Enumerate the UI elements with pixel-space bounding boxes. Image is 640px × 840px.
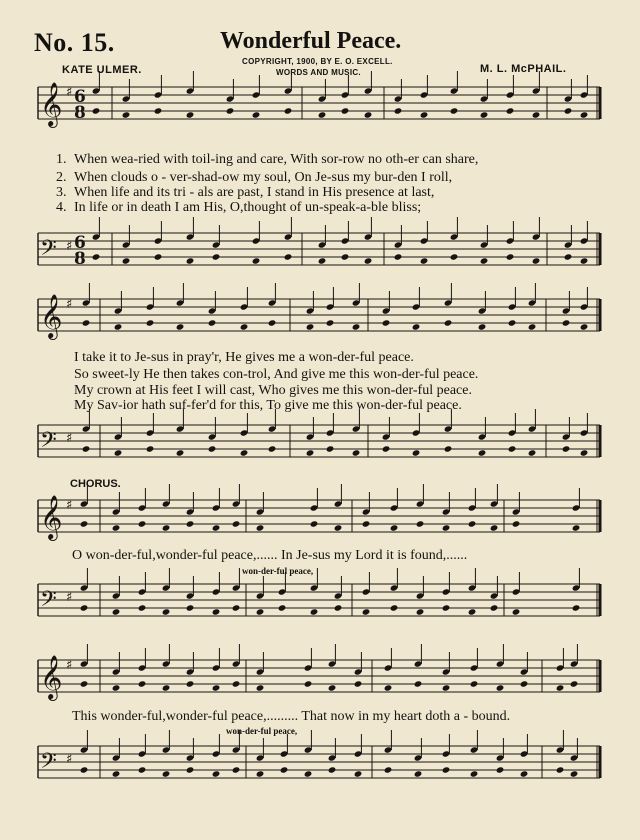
s2-bass-note-head [268,445,277,452]
s1-bass-note-head [252,257,261,264]
s1-treble-time-bottom: 8 [74,103,86,123]
s2-bass-clef: 𝄢 [40,428,57,458]
s1-treble-note-head [506,107,515,114]
s3-treble-note-head [468,520,477,527]
s1-treble-note-head [252,111,261,118]
s3-treble-note-head [138,520,147,527]
s4-bass-note-head [256,770,265,777]
s2-treble-note-head [176,323,185,330]
s4-bass-note-head [384,766,393,773]
s4-bass-clef: 𝄢 [40,749,57,779]
s4-treble-note-head [328,684,337,691]
s3-treble-key-signature: ♯ [66,498,73,513]
s3-bass-note-head [416,608,425,615]
s3-bass-note-head [442,604,451,611]
s3-bass-note-head [138,604,147,611]
s4-bass-note-head [520,770,529,777]
s1-treble-clef: 𝄞 [40,82,63,126]
verse-3-line-1: 3. When life and its tri - als are past, I stand in His presence at last, [56,185,435,200]
s2-treble-note-head [82,319,91,326]
s2-bass-note-head [580,449,589,456]
s1-bass-time-bottom: 8 [74,249,86,269]
s2-treble-note-head [562,319,571,326]
s4-treble-note-head [556,684,565,691]
s2-treble-note-head [306,323,315,330]
s3-treble-note-head [162,524,171,531]
s4-treble-note-head [496,684,505,691]
s1-treble-note-head [226,107,235,114]
s3-treble-note-head [310,520,319,527]
s3-treble-note-head [212,524,221,531]
s2-bass-note-head [444,445,453,452]
s3-bass-note-head [232,604,241,611]
s3-bass-note-head [362,608,371,615]
chorus-line-1: O won-der-ful,wonder-ful peace,...... In Je-sus my Lord it is found,...... [72,548,468,563]
s3-treble-note-head [334,524,343,531]
s3-treble-note-head [256,524,265,531]
s4-treble-key-signature: ♯ [66,658,73,673]
s4-bass-note-head [570,770,579,777]
s2-bass-note-head [146,445,155,452]
verse-4-line-1: 4. In life or in death I am His, O,thought of un-speak-a-ble bliss; [56,200,422,215]
composer: M. L. McPHAIL. [480,63,567,75]
s3-bass-key-signature: ♯ [66,590,73,605]
verse-1-line-1: 1. When wea-ried with toil-ing and care, With sor-row no oth-er can share, [56,152,479,167]
s2-treble-note-head [240,323,249,330]
s1-bass-note-head [564,253,573,260]
s4-treble-note-head [162,684,171,691]
s2-treble-note-head [382,319,391,326]
s3-treble-note-head [442,524,451,531]
s3-bass-clef: 𝄢 [40,587,57,617]
s4-bass-note-head [212,770,221,777]
s1-treble-key-signature: ♯ [66,85,73,100]
author: KATE ULMER. [62,64,142,76]
s2-bass-note-head [412,449,421,456]
s2-bass-note-head [382,445,391,452]
s3-treble-note-head [390,524,399,531]
hymn-title: Wonderful Peace. [220,28,402,54]
s2-treble-note-head [412,323,421,330]
s4-treble-note-head [520,680,529,687]
s2-bass-note-head [528,449,537,456]
s4-bass-note-head [328,766,337,773]
s2-treble-note-head [268,319,277,326]
s1-bass-note-head [318,257,327,264]
s2-treble-note-head [114,323,123,330]
chorus-label: CHORUS. [70,478,121,490]
s1-bass-key-signature: ♯ [66,239,73,254]
s3-bass-note-head [186,604,195,611]
s3-bass-note-head [334,604,343,611]
s2-bass-note-head [208,445,217,452]
s3-treble-note-head [572,524,581,531]
s1-treble-note-head [364,111,373,118]
s4-treble-note-head [570,680,579,687]
copyright-line: COPYRIGHT, 1900, BY E. O. EXCELL. [242,57,393,66]
s2-bass-note-head [326,445,335,452]
s2-treble-note-head [326,319,335,326]
s2-bass-note-head [176,449,185,456]
verse-1-line-2: I take it to Je-sus in pray'r, He gives me a won-der-ful peace. [74,350,414,365]
s1-bass-note-head [284,253,293,260]
chorus-line-2: This wonder-ful,wonder-ful peace,......... That now in my heart doth a - bound. [72,709,511,724]
s3-treble-clef: 𝄞 [40,495,63,539]
s1-bass-note-head [212,253,221,260]
s4-treble-clef: 𝄞 [40,655,63,699]
s4-treble-note-head [138,680,147,687]
s2-bass-note-head [478,449,487,456]
s1-treble-note-head [92,107,101,114]
s1-bass-note-head [506,253,515,260]
s3-bass-note-head [162,608,171,615]
s4-bass-note-head [414,770,423,777]
s3-treble-note-head [362,520,371,527]
verse-2-line-2: So sweet-ly He then takes con-trol, And give me this won-der-ful peace. [74,367,479,382]
s2-bass-note-head [82,445,91,452]
s1-treble-note-head [580,111,589,118]
s4-bass-note-head [112,770,121,777]
s2-treble-note-head [352,323,361,330]
s2-bass-note-head [562,445,571,452]
s3-treble-note-head [416,520,425,527]
s3-bass-note-head [468,608,477,615]
s4-treble-note-head [354,680,363,687]
s1-bass-time-top: 6 [74,233,86,253]
s2-treble-note-head [508,319,517,326]
s1-treble-time-top: 6 [74,87,86,107]
hymn-number: No. 15. [34,28,115,57]
s1-bass-note-head [450,253,459,260]
s1-bass-note-head [580,257,589,264]
s3-bass-note-head [572,604,581,611]
s3-treble-note-head [80,520,89,527]
s1-treble-note-head [318,111,327,118]
s4-bass-note-head [470,770,479,777]
s4-bass-note-head [232,766,241,773]
verse-3-line-2: My crown at His feet I will cast, Who gives me this won-der-ful peace. [74,383,472,398]
s3-bass-note-head [112,608,121,615]
s4-treble-note-head [232,680,241,687]
s4-bass-note-head [556,766,565,773]
s2-treble-note-head [444,319,453,326]
s4-bass-key-signature: ♯ [66,752,73,767]
s3-bass-note-head [310,608,319,615]
s1-treble-note-head [394,107,403,114]
s4-treble-note-head [256,684,265,691]
s2-treble-note-head [146,319,155,326]
s2-bass-key-signature: ♯ [66,431,73,446]
s1-bass-clef: 𝄢 [40,236,57,266]
s3-bass-note-head [512,608,521,615]
s1-bass-note-head [480,257,489,264]
s4-bass-note-head [138,766,147,773]
s1-treble-note-head [186,111,195,118]
s3-treble-note-head [512,520,521,527]
s4-treble-note-head [186,680,195,687]
s4-bass-note-head [162,770,171,777]
s3-bass-note-head [390,604,399,611]
s4-bass-note-head [304,770,313,777]
s2-treble-clef: 𝄞 [40,294,63,338]
s4-bass-note-head [280,766,289,773]
s1-treble-note-head [480,111,489,118]
s4-bass-note-head [496,766,505,773]
s2-treble-key-signature: ♯ [66,297,73,312]
s3-bass-note-head [212,608,221,615]
s1-treble-note-head [154,107,163,114]
s3-treble-note-head [112,524,121,531]
s2-treble-note-head [208,319,217,326]
s3-bass-note-head [256,608,265,615]
s4-treble-note-head [414,680,423,687]
s4-treble-note-head [442,684,451,691]
s3-treble-note-head [186,520,195,527]
s1-bass-note-head [186,257,195,264]
s4-bass-note-head [354,770,363,777]
s4-bass-note-head [80,766,89,773]
s1-bass-note-head [92,253,101,260]
s1-bass-note-head [154,253,163,260]
s3-bass-note-head [490,604,499,611]
s4-treble-note-head [304,680,313,687]
s2-treble-note-head [478,323,487,330]
verse-4-line-2: My Sav-ior hath suf-fer'd for this, To give me this won-der-ful peace. [74,398,462,413]
s1-bass-note-head [394,253,403,260]
s4-bass-note-head [186,766,195,773]
s2-bass-note-head [114,449,123,456]
s1-treble-note-head [450,107,459,114]
s3-treble-note-head [490,524,499,531]
verse-2-line-1: 2. When clouds o - ver-shad-ow my soul, On Je-sus my bur-den I roll, [56,170,453,185]
s4-treble-note-head [80,680,89,687]
s1-treble-note-head [564,107,573,114]
s1-treble-note-head [341,107,350,114]
s1-treble-note-head [122,111,131,118]
s1-bass-note-head [341,253,350,260]
s4-treble-note-head [112,684,121,691]
s1-bass-note-head [532,257,541,264]
s1-bass-note-head [122,257,131,264]
s4-bass-note-head [442,766,451,773]
s2-bass-note-head [508,445,517,452]
credit-line: WORDS AND MUSIC. [276,68,361,77]
s2-bass-note-head [240,449,249,456]
s4-treble-note-head [212,684,221,691]
s1-treble-note-head [420,111,429,118]
s1-treble-note-head [532,111,541,118]
s1-bass-note-head [364,257,373,264]
s2-treble-note-head [528,323,537,330]
s1-bass-note-head [420,257,429,264]
s3-bass-note-head [278,604,287,611]
s3-treble-note-head [232,520,241,527]
s2-bass-note-head [352,449,361,456]
s4-treble-note-head [470,680,479,687]
s3-bass-note-head [80,604,89,611]
chorus-line-2-bass-words: won-der-ful peace, [226,726,298,736]
s1-treble-note-head [284,107,293,114]
chorus-line-1-bass-words: won-der-ful peace, [242,566,314,576]
s4-treble-note-head [384,684,393,691]
s2-bass-note-head [306,449,315,456]
s2-treble-note-head [580,323,589,330]
